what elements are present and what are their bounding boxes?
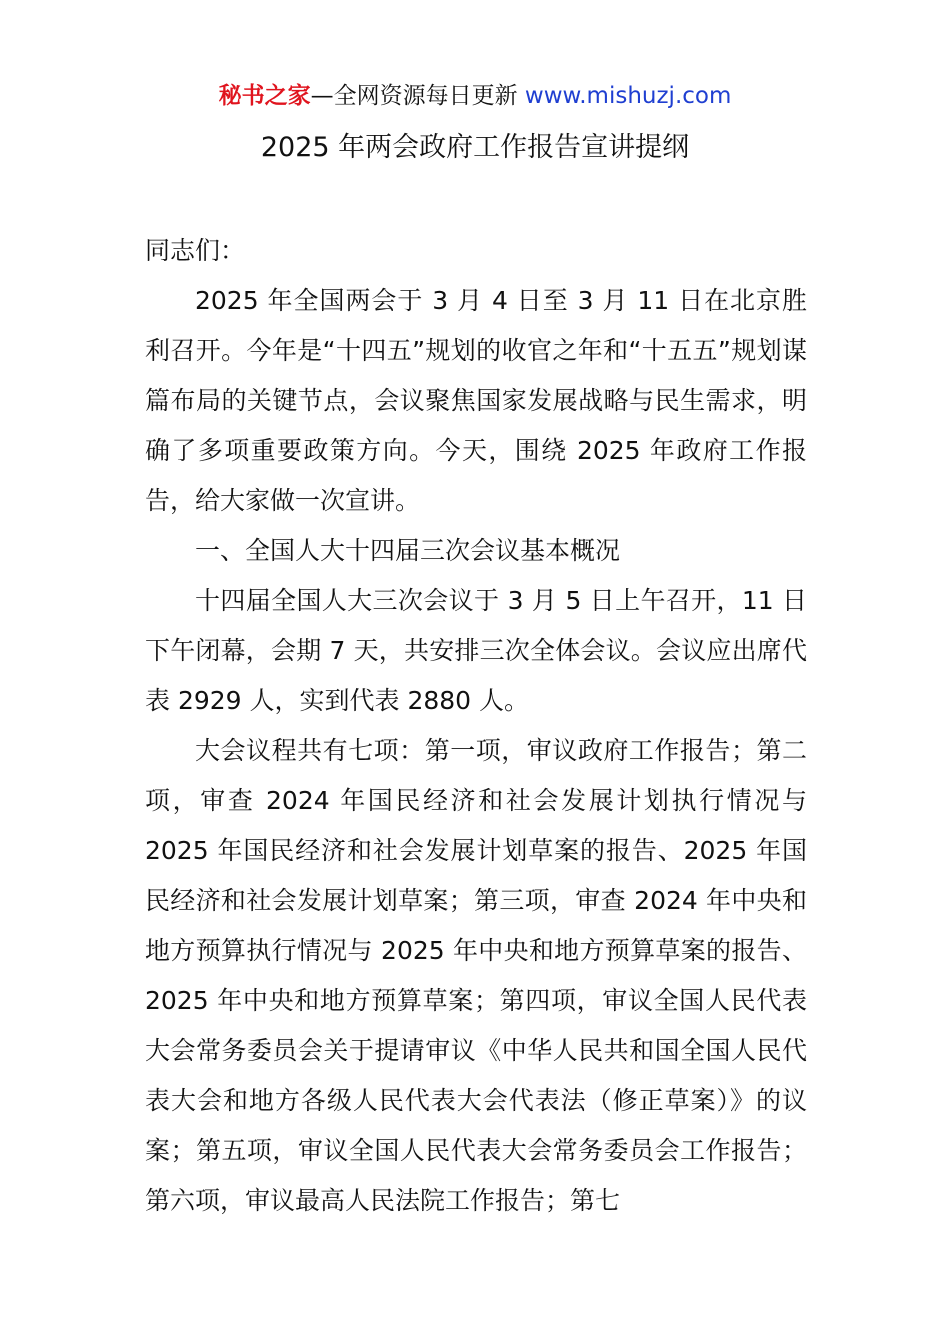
document-body: [145, 226, 807, 1226]
site-tagline: —全网资源每日更新: [310, 83, 525, 109]
intro-paragraph: 2025 年全国两会于 3 月 4 日至 3 月 11 日在北京胜利召开。今年是“十四五”规划的收官之年和“十五五”规划谋篇布局的关键节点，会议聚焦国家发展战略与民生需求，明确了多项重要政策方向。今天，围绕 2025 年政府工作报告，给大家做一次宣讲。: [145, 286, 807, 515]
body-paragraph: 十四届全国人大三次会议于 3 月 5 日上午召开，11 日下午闭幕，会期 7 天，共安排三次全体会议。会议应出席代表 2929 人，实到代表 2880 人。: [145, 586, 807, 715]
section-heading: 一、全国人大十四届三次会议基本概况: [195, 536, 621, 565]
document-title: 2025 年两会政府工作报告宣讲提纲: [260, 132, 690, 163]
site-header: [0, 78, 950, 114]
site-url-link[interactable]: www.mishuzj.com: [524, 83, 732, 109]
site-brand: 秘书之家: [218, 83, 311, 109]
body-paragraph: 大会议程共有七项：第一项，审议政府工作报告；第二项，审查 2024 年国民经济和社会发展计划执行情况与 2025 年国民经济和社会发展计划草案的报告、2025 年国民经济和社会发展计划草案；第三项，审查 2024 年中央和地方预算执行情况与 2025 年中央和地方预算草案的报告、2025 年中央和地方预算草案；第四项，审议全国人民代表大会常务委员会关于提请审议《中华人民共和国全国人民代表大会和地方各级人民代表大会代表法（修正草案）》的议案；第五项，审议全国人民代表大会常务委员会工作报告；第六项，审议最高人民法院工作报告；第七: [145, 736, 807, 1215]
salutation: 同志们：: [145, 236, 246, 265]
